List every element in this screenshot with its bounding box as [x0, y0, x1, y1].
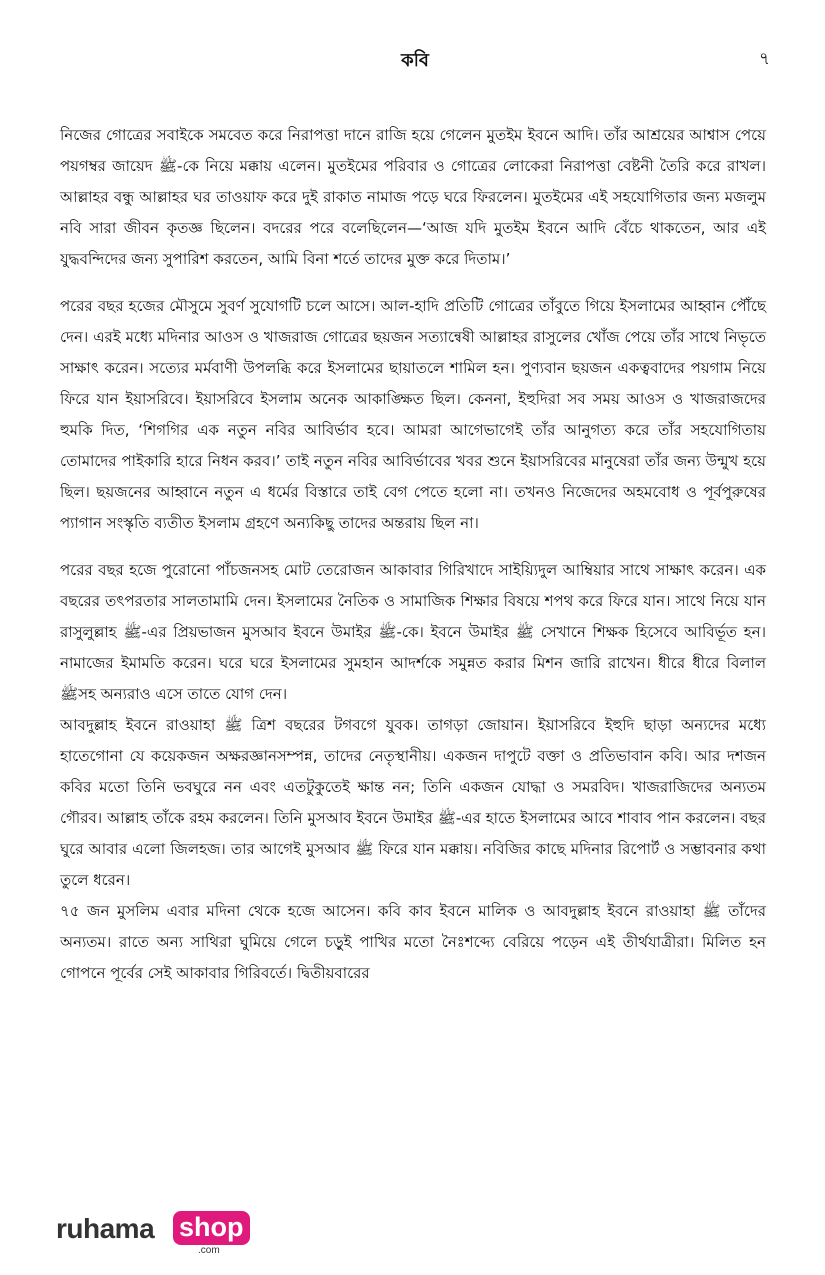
ruhama-shop-logo	[56, 1207, 276, 1257]
paragraph-3: পরের বছর হজে পুরোনো পাঁচজনসহ মোট তেরোজন আকাবার গিরিখাদে সাইয়্যিদুল আম্বিয়ার সাথে সাক্ষাৎ করেন। এক বছরের তৎপরতার সালতামামি দেন। ইসলামের নৈতিক ও সামাজিক শিক্ষার বিষয়ে শপথ করে ফিরে যান। সাথে নিয়ে যান রাসুলুল্লাহ ﷺ-এর প্রিয়ভাজন মুসআব ইবনে উমাইর ﷺ-কে। ইবনে উমাইর ﷺ সেখানে শিক্ষক হিসেবে আবির্ভূত হন। নামাজের ইমামতি করেন। ঘরে ঘরে ইসলামের সুমহান আদর্শকে সমুন্নত করার মিশন জারি রাখেন। ধীরে ধীরে বিলাল ﷺসহ অন্যরাও এসে তাতে যোগ দেন।	[60, 561, 766, 703]
paragraph-5: ৭৫ জন মুসলিম এবার মদিনা থেকে হজে আসেন। কবি কাব ইবনে মালিক ও আবদুল্লাহ ইবনে রাওয়াহা ﷺ তাঁদের অন্যতম। রাতে অন্য সাথিরা ঘুমিয়ে গেলে চড়ুই পাখির মতো নৈঃশব্দ্যে বেরিয়ে পড়েন এই তীর্থযাত্রীরা। মিলিত হন গোপনে পূর্বের সেই আকাবার গিরিবর্তে। দ্বিতীয়বারের	[60, 902, 767, 982]
page-title: কবি	[401, 50, 429, 71]
paragraph-4: আবদুল্লাহ ইবনে রাওয়াহা ﷺ ত্রিশ বছরের টগবগে যুবক। তাগড়া জোয়ান। ইয়াসরিবে ইহুদি ছাড়া অন্যদের মধ্যে হাতেগোনা যে কয়েকজন অক্ষরজ্ঞানসম্পন্ন, তাদের নেতৃস্থানীয়। একজন দাপুটে বক্তা ও প্রতিভাবান কবি। আর দশজন কবির মতো তিনি ভবঘুরে নন এবং এতটুকুতেই ক্ষান্ত নন; তিনি একজন যোদ্ধা ও সমরবিদ। খাজরাজিদের অন্যতম গৌরব। আল্লাহ তাঁকে রহম করলেন। তিনি মুসআব ইবনে উমাইর ﷺ-এর হাতে ইসলামের আবে শাবাব পান করলেন। বছর ঘুরে আবার এলো জিলহজ। তার আগেই মুসআব ﷺ ফিরে যান মক্কায়। নবিজির কাছে মদিনার রিপোর্ট ও সম্ভাবনার কথা তুলে ধরেন।	[60, 716, 766, 889]
page-number: ৭	[758, 49, 770, 69]
logo-brand-text: ruhama	[56, 1213, 155, 1244]
logo-shop-badge: shop	[173, 1211, 250, 1245]
paragraph-1: নিজের গোত্রের সবাইকে সমবেত করে নিরাপত্তা দানে রাজি হয়ে গেলেন মুতইম ইবনে আদি। তাঁর আশ্রয়ের আশ্বাস পেয়ে পয়গম্বর জায়েদ ﷺ-কে নিয়ে মক্কায় এলেন। মুতইমের পরিবার ও গোত্রের লোকেরা নিরাপত্তা বেষ্টনী তৈরি করে রাখল। আল্লাহর বন্ধু আল্লাহর ঘর তাওয়াফ করে দুই রাকাত নামাজ পড়ে ঘরে ফিরলেন। মুতইমের এই সহযোগিতার জন্য মজলুম নবি সারা জীবন কৃতজ্ঞ ছিলেন। বদরের পরে বলেছিলেন—‘আজ যদি মুতইম ইবনে আদি বেঁচে থাকতেন, আর এই যুদ্ধবন্দিদের জন্য সুপারিশ করতেন, আমি বিনা শর্তে তাদের মুক্ত করে দিতাম।’	[60, 126, 766, 268]
page-header	[60, 46, 770, 76]
paragraph-2: পরের বছর হজের মৌসুমে সুবর্ণ সুযোগটি চলে আসে। আল-হাদি প্রতিটি গোত্রের তাঁবুতে গিয়ে ইসলামের আহ্বান পৌঁছে দেন। এরই মধ্যে মদিনার আওস ও খাজরাজ গোত্রের ছয়জন সত্যান্বেষী আল্লাহর রাসুলের খোঁজ পেয়ে তাঁর সাথে নিভৃতে সাক্ষাৎ করেন। সত্যের মর্মবাণী উপলব্ধি করে ইসলামের ছায়াতলে শামিল হন। পুণ্যবান ছয়জন একত্ববাদের পয়গাম নিয়ে ফিরে যান ইয়াসরিবে। ইয়াসরিবে ইসলাম অনেক আকাঙ্ক্ষিত ছিল। কেননা, ইহুদিরা সব সময় আওস ও খাজরাজদের হুমকি দিত, ‘শিগগির এক নতুন নবির আবির্ভাব হবে। আমরা আগেভাগেই তাঁর আনুগত্য করে তাঁর সহযোগিতায় তোমাদের পাইকারি হারে নিধন করব।’ তাই নতুন নবির আবির্ভাবের খবর শুনে ইয়াসরিবের মানুষেরা তাঁর জন্য উন্মুখ হয়ে ছিল। ছয়জনের আহ্বানে নতুন এ ধর্মের বিস্তারে তাই বেগ পেতে হলো না। তখনও নিজেদের অহমবোধ ও পূর্বপুরুষের প্যাগান সংস্কৃতি ব্যতীত ইসলাম গ্রহণে অন্যকিছু তাদের অন্তরায় ছিল না।	[60, 297, 766, 532]
body-text	[60, 120, 766, 989]
logo-domain-text: .com	[198, 1245, 220, 1256]
